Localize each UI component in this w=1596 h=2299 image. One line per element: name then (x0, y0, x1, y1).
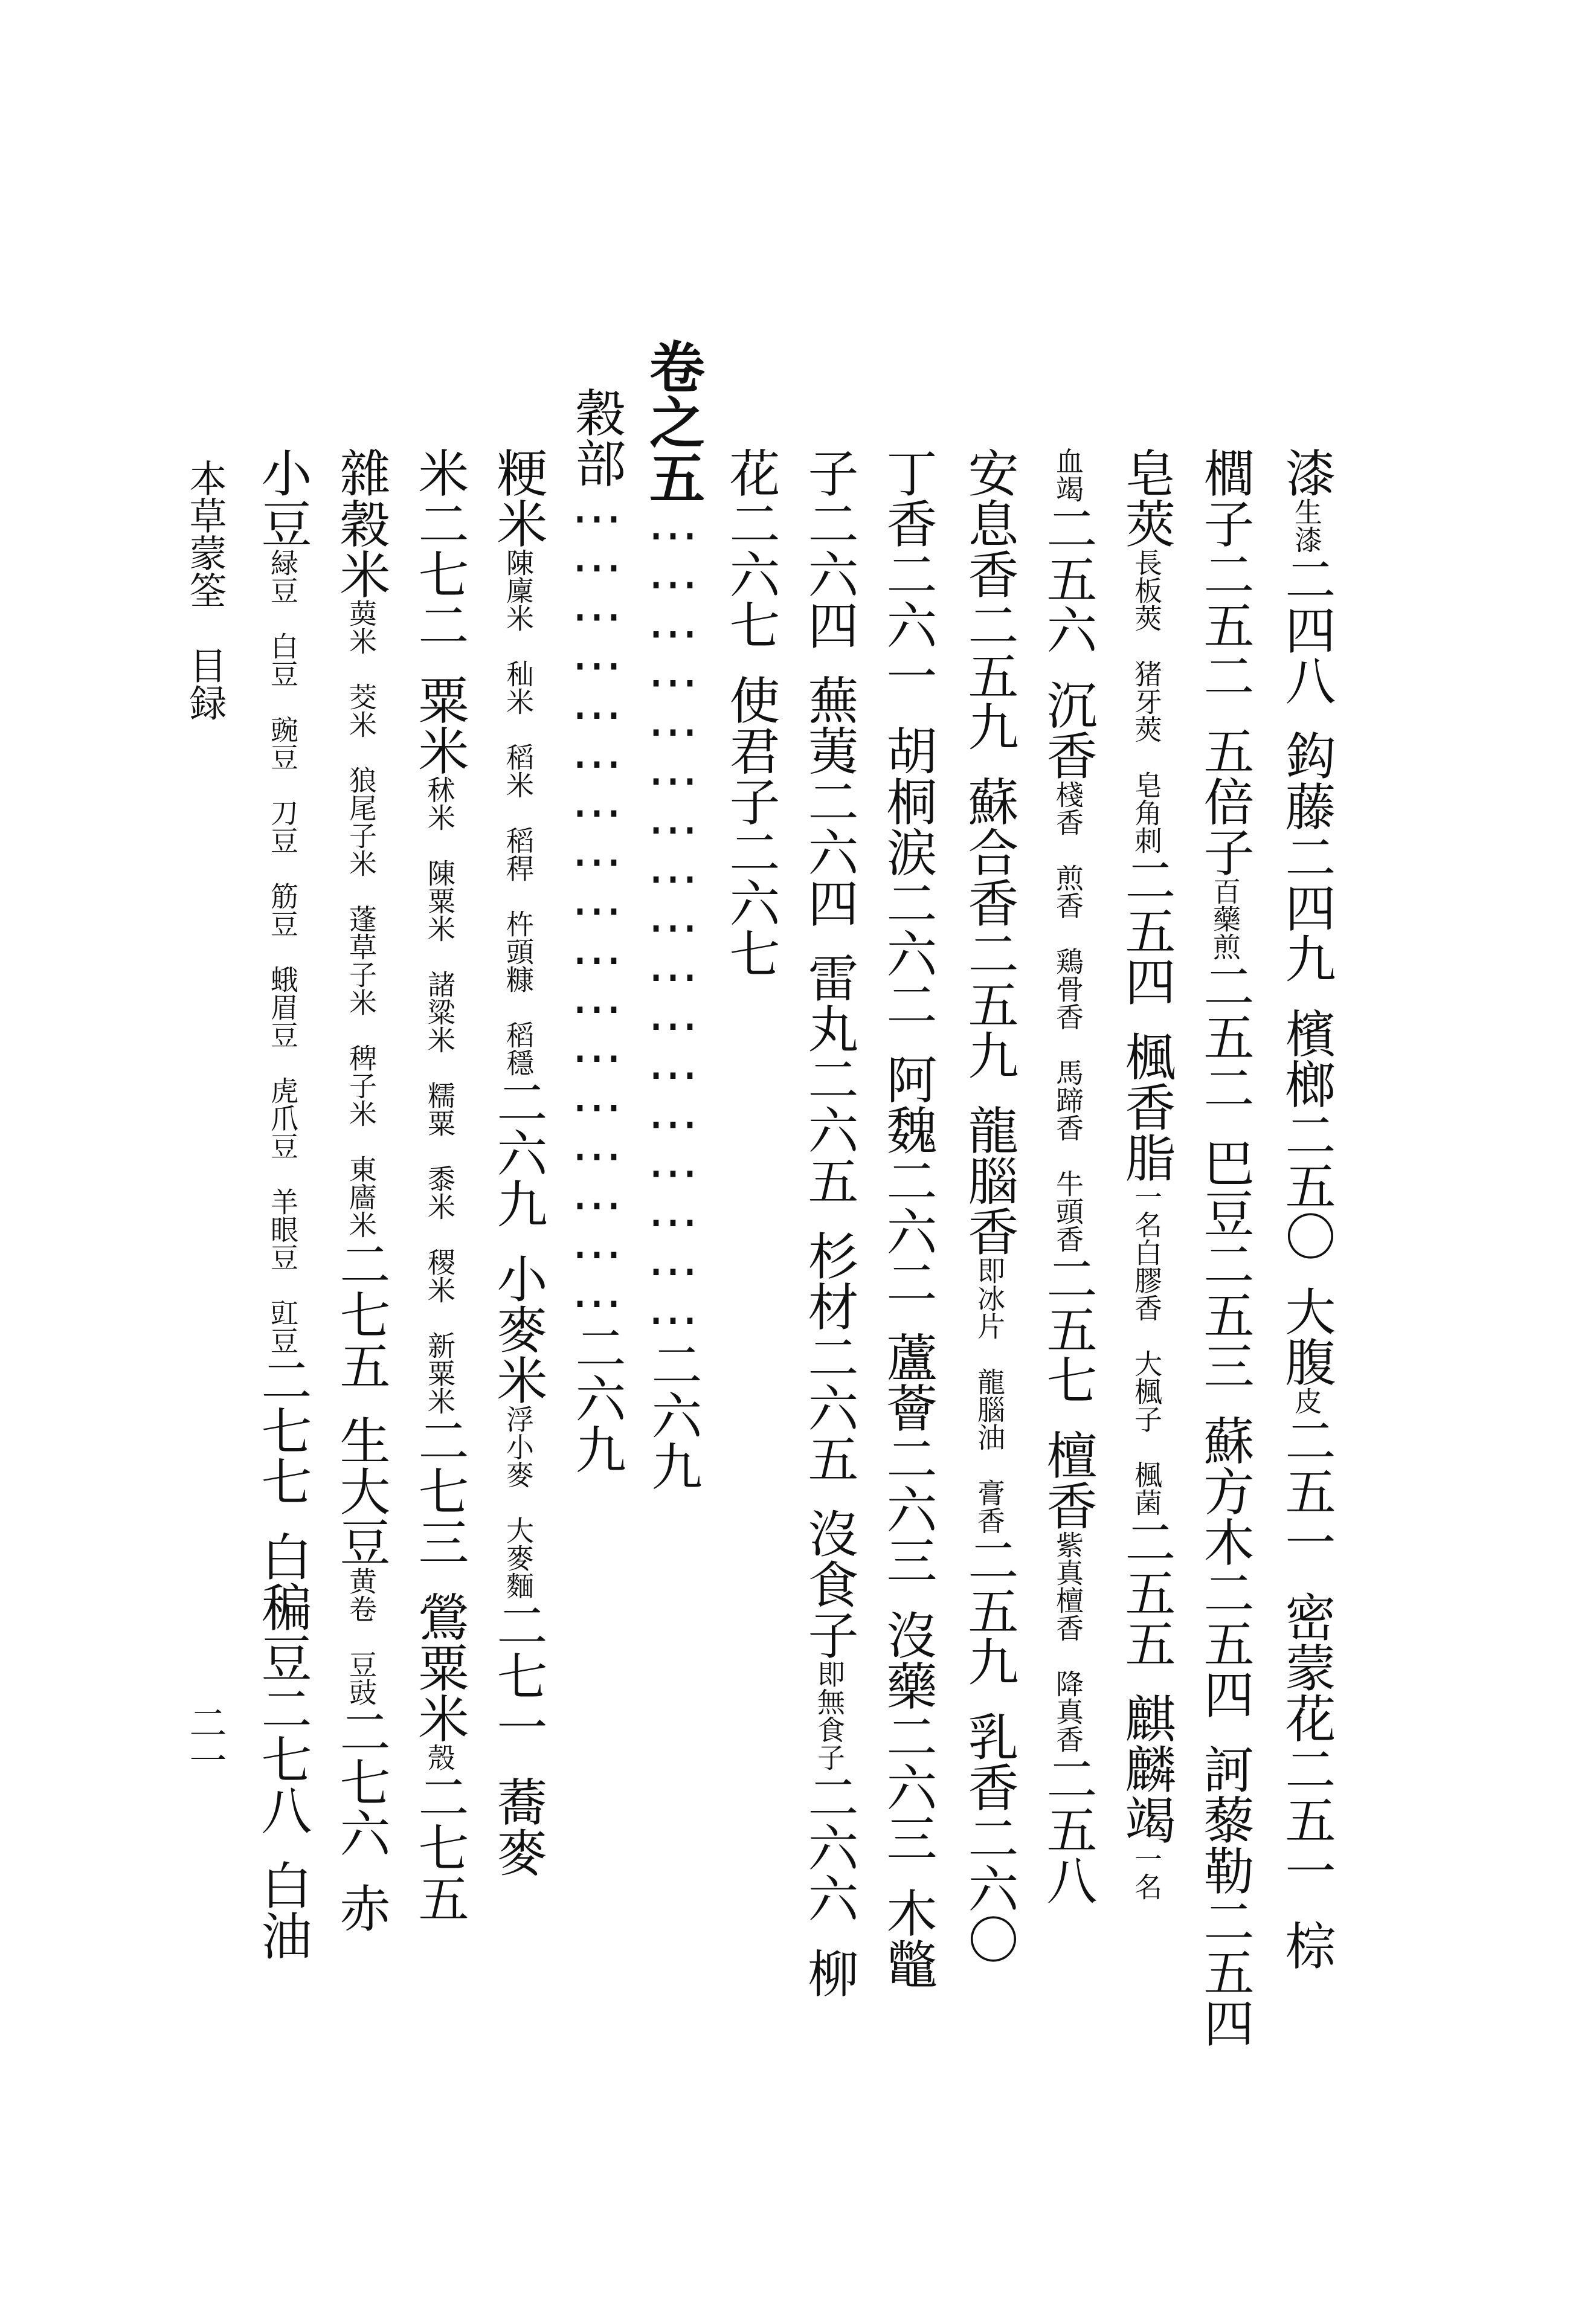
entry-text: 檀香 (1038, 1429, 1098, 1531)
toc-column (878, 447, 938, 1989)
entry-note: 棧香 煎香 鶏骨香 馬蹄香 牛頭香 (1052, 780, 1084, 1253)
toc-column (1038, 447, 1098, 1905)
entry-text: 蘇方木二五四 (1195, 1415, 1255, 1719)
entry-text: 小豆 (253, 447, 312, 548)
toc-column (1117, 447, 1176, 1900)
entry-text: 二七一 (489, 1600, 548, 1752)
entry-text: 二五七 (1038, 1253, 1098, 1405)
entry-text: 麒麟竭 (1117, 1693, 1176, 1845)
leader-dots: ⋯⋯⋯⋯⋯⋯⋯⋯⋯⋯⋯⋯⋯⋯⋯⋯⋯ (567, 488, 626, 1322)
entry-text: 白稨豆二七八 (253, 1531, 312, 1835)
entry-text: 小麥米 (489, 1253, 548, 1405)
entry-text: 二四八 (1277, 553, 1336, 706)
entry-text: 櫚子二五二 (1195, 447, 1255, 701)
entry-text: 杉材二六五 (800, 1230, 859, 1484)
entry-text: 沒藥二六三 (878, 1609, 938, 1863)
entry-text: 巴豆二五三 (1195, 1137, 1255, 1391)
entry-text: 密蒙花二五一 (1277, 1591, 1336, 1895)
entry-text: 漆 (1277, 447, 1336, 498)
entry-text: 鈎藤二四九 (1277, 730, 1336, 983)
entry-text: 棕 (1277, 1920, 1336, 1970)
toc-column (721, 447, 780, 979)
entry-note: 殼 (423, 1743, 456, 1771)
entry-text: 二五六 (1038, 503, 1098, 655)
entry-text: 二五四 (1117, 854, 1176, 1006)
entry-text: 訶藜勒二五四 (1195, 1743, 1255, 2048)
entry-text: 二六九 (643, 1339, 703, 1491)
entry-text: 雜穀米 (332, 447, 391, 599)
entry-text: 白油 (253, 1859, 312, 1961)
entry-text: 安息香二五九 (960, 447, 1019, 751)
entry-text: 花二六七 (721, 447, 780, 650)
entry-text: 二五一 (1277, 1415, 1336, 1567)
entry-text: 二六六 (800, 1771, 859, 1923)
toc-column (1277, 447, 1336, 1970)
volume-heading: 卷之五 (640, 338, 706, 505)
entry-text: 粳米 (489, 447, 548, 548)
entry-text: 蕪荑二六四 (800, 674, 859, 928)
entry-note: 一名 (1130, 1845, 1163, 1900)
toc-column (332, 447, 391, 1933)
entry-text: 胡桐涙二六二 (878, 725, 938, 1029)
entry-note: 皮 (1290, 1387, 1323, 1415)
entry-text: 蘆薈二六三 (878, 1331, 938, 1585)
entry-note: 陳廩米 秈米 稻米 稻稈 杵頭糠 稻穩 (502, 548, 535, 1076)
entry-text: 雷丸二六五 (800, 952, 859, 1206)
entry-text: 鶯粟米 (410, 1591, 469, 1743)
toc-column (1195, 447, 1255, 2048)
entry-text: 大腹 (1277, 1285, 1336, 1387)
entry-text: 龍腦香 (960, 1104, 1019, 1256)
toc-column (489, 447, 548, 1877)
entry-text: 蕎麥 (489, 1776, 548, 1877)
entry-text: 生大豆 (332, 1415, 391, 1567)
entry-text: 蘇合香二五九 (960, 776, 1019, 1080)
entry-text: 二七三 (410, 1415, 469, 1567)
entry-text: 木鼈 (878, 1887, 938, 1989)
entry-text: 皂莢 (1117, 447, 1176, 548)
entry-text: 柳 (800, 1947, 859, 1998)
entry-text: 乳香二六〇 (960, 1711, 1019, 1964)
toc-column (410, 447, 469, 1923)
entry-text: 楓香脂 (1117, 1031, 1176, 1183)
entry-text: 丁香二六一 (878, 447, 938, 701)
entry-note: 百藥煎 (1209, 877, 1241, 960)
toc-column (567, 387, 626, 1474)
page-number: 二一 (183, 1703, 227, 1778)
running-footer: 本草蒙筌 目録 (183, 459, 227, 721)
entry-note: 血竭 (1052, 447, 1084, 503)
entry-text: 阿魏二六二 (878, 1053, 938, 1307)
toc-column (800, 447, 859, 1998)
entry-text: 二七七 (253, 1354, 312, 1506)
entry-note: 黄卷 豆豉 (345, 1567, 378, 1706)
entry-text: 粟米 (410, 674, 469, 776)
entry-note: 一名白膠香 大楓子 楓菌 (1130, 1183, 1163, 1516)
entry-note: 即無食子 (813, 1660, 846, 1771)
entry-note: 緑豆 白豆 豌豆 刀豆 筋豆 蛾眉豆 虎爪豆 羊眼豆 豇豆 (266, 548, 299, 1354)
entry-text: 二六九 (567, 1322, 626, 1474)
toc-column (960, 447, 1019, 1964)
toc-column (253, 447, 312, 1961)
entry-note: 長板莢 猪牙莢 皂角刺 (1130, 548, 1163, 854)
entry-text: 五倍子 (1195, 725, 1255, 877)
entry-text: 二七五 (332, 1238, 391, 1391)
entry-text: 子二六四 (800, 447, 859, 650)
entry-text: 二七五 (410, 1771, 469, 1923)
entry-text: 二七六 (332, 1706, 391, 1858)
entry-text: 二五九 (960, 1534, 1019, 1686)
entry-note: 紫真檀香 降真香 (1052, 1531, 1084, 1753)
entry-text: 米二七二 (410, 447, 469, 650)
entry-text: 二五二 (1195, 960, 1255, 1113)
entry-note: 秫米 陳粟米 諸粱米 糯粟 黍米 稷米 新粟米 (423, 776, 456, 1415)
entry-note: 即冰片 龍腦油 膏香 (973, 1256, 1006, 1534)
entry-text: 二五五 (1117, 1516, 1176, 1668)
entry-note: 生漆 (1290, 498, 1323, 553)
toc-column (640, 338, 706, 1491)
entry-text: 檳榔二五〇 (1277, 1008, 1336, 1261)
entry-note: 浮小麥 大麥麵 (502, 1405, 535, 1600)
entry-text: 赤 (332, 1882, 391, 1933)
entry-text: 穀部 (567, 387, 626, 488)
entry-text: 沒食子 (800, 1508, 859, 1660)
leader-dots: ⋯⋯⋯⋯⋯⋯⋯⋯⋯⋯⋯⋯⋯⋯⋯⋯⋯ (643, 505, 703, 1339)
entry-note: 䓴米 茭米 狼尾子米 蓬草子米 稗子米 東廧米 (345, 599, 378, 1238)
entry-text: 使君子二六七 (721, 674, 780, 979)
entry-text: 二六九 (489, 1076, 548, 1229)
entry-text: 二五八 (1038, 1753, 1098, 1905)
entry-text: 沉香 (1038, 679, 1098, 780)
